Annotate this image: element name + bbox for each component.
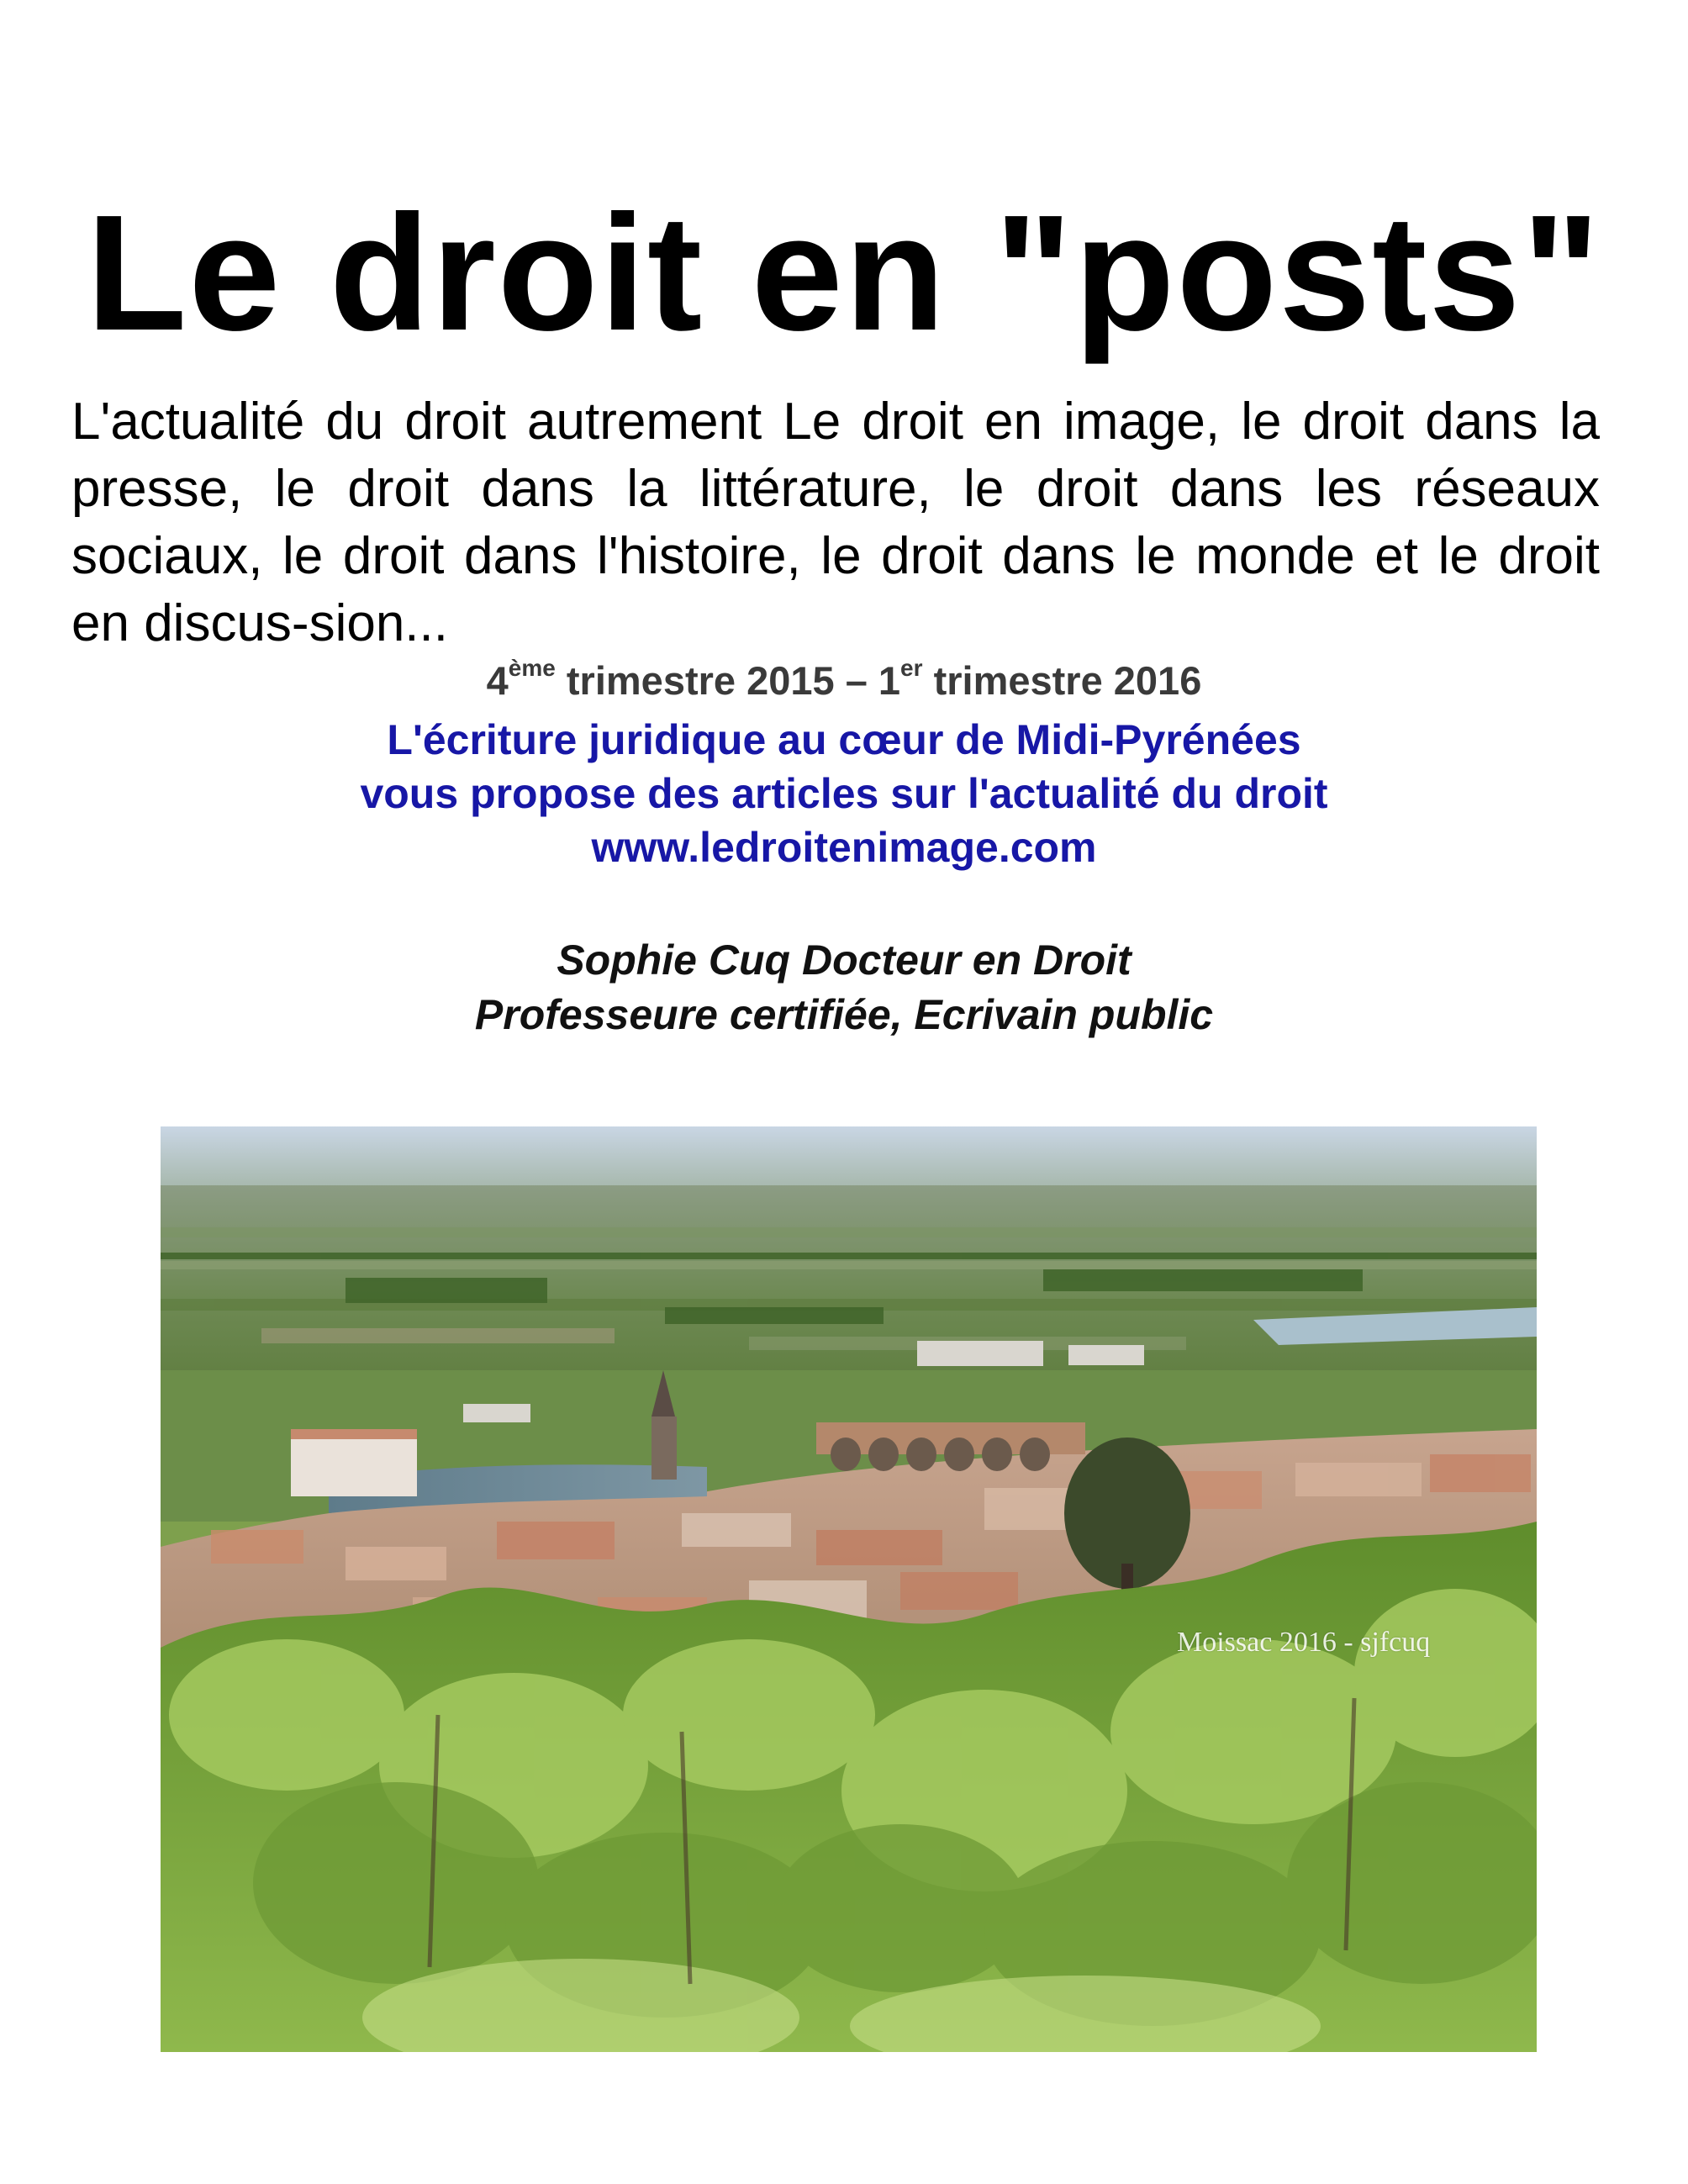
promo-line-1: L'écriture juridique au cœur de Midi-Pyrénées <box>387 716 1301 763</box>
website-link[interactable]: www.ledroitenimage.com <box>591 824 1097 871</box>
photo-illustration <box>161 1126 1537 2052</box>
period-q4-number: 4 <box>486 658 509 703</box>
promo-line-2: vous propose des articles sur l'actualité du droit <box>360 770 1328 817</box>
period-q1-text: trimestre 2016 <box>922 658 1202 703</box>
town-photo <box>161 1126 1537 2052</box>
intro-paragraph: L'actualité du droit autrement Le droit en image, le droit dans la presse, le droit dans la littérature, le droit dans les réseaux sociaux, le droit dans l'histoire, le droit dans le monde et le droit en discus-sion... <box>71 393 1600 652</box>
author-block <box>0 933 1688 1042</box>
author-titles: Professeure certifiée, Ecrivain public <box>474 991 1214 1038</box>
page-title: Le droit en "posts" <box>86 181 1602 365</box>
promo-block <box>0 713 1688 874</box>
period-line <box>0 656 1688 706</box>
author-name: Sophie Cuq Docteur en Droit <box>557 936 1131 984</box>
photo-caption: Moissac 2016 - sjfcuq <box>1177 1627 1431 1658</box>
period-q4-text: trimestre 2015 – <box>555 658 878 703</box>
period-q1-number: 1 <box>878 658 901 703</box>
period-q1-suffix: er <box>900 655 923 681</box>
period-q4-suffix: ème <box>508 655 556 681</box>
